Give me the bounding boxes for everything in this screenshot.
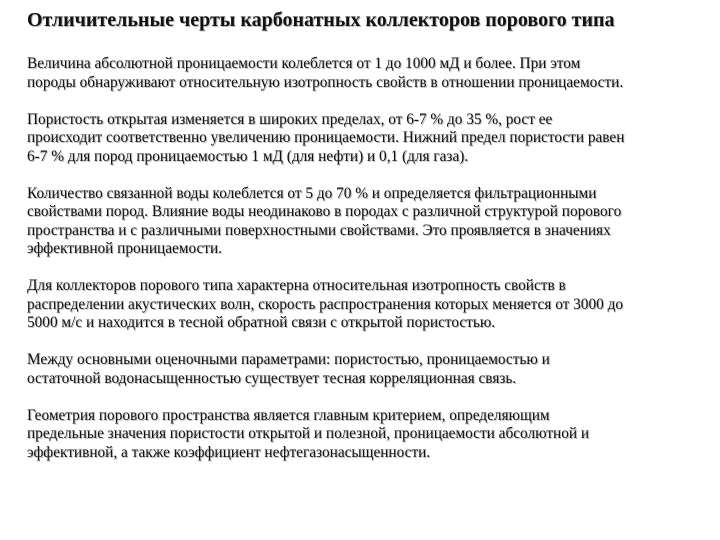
slide-title: Отличительные черты карбонатных коллекторов порового типа — [27, 9, 615, 31]
text-line: распределении акустических волн, скорость распространения которых меняется от 3000 до — [27, 295, 624, 313]
paragraph-porosity — [27, 111, 707, 167]
text-line: остаточной водонасыщенностью существует тесная корреляционная связь. — [27, 369, 517, 387]
text-line: Геометрия порового пространства является главным критерием, определяющим — [27, 406, 550, 424]
text-line: 5000 м/с и находится в тесной обратной связи с открытой пористостью. — [27, 314, 496, 331]
text-line: свойствами пород. Влияние воды неодинаково в породах с различной структурой порового — [27, 203, 622, 220]
text-line: Количество связанной воды колеблется от 5 до 70 % и определяется фильтрационными — [27, 184, 597, 202]
text-line: Пористость открытая изменяется в широких пределах, от 6-7 % до 35 %, рост ее — [27, 110, 553, 128]
text-line: 6-7 % для пород проницаемостью 1 мД (для нефти) и 0,1 (для газа). — [27, 147, 469, 165]
text-line: эффективной, а также коэффициент нефтегазонасыщенности. — [27, 443, 431, 461]
paragraph-correlation — [27, 351, 707, 388]
paragraph-pore-geometry — [27, 407, 707, 463]
text-line: Для коллекторов порового типа характерна относительная изотропность свойств в — [27, 277, 566, 294]
paragraph-bound-water — [27, 185, 707, 259]
text-line: пространства и с различными поверхностными свойствами. Это проявляется в значениях — [27, 221, 611, 239]
text-line: эффективной проницаемости. — [27, 240, 222, 257]
text-line: Между основными оценочными параметрами: пористостью, проницаемостью и — [27, 351, 550, 368]
paragraph-permeability — [27, 55, 707, 92]
paragraph-acoustic — [27, 277, 707, 333]
text-line: происходит соответственно увеличению проницаемости. Нижний предел пористости равен — [27, 129, 625, 146]
text-line: Величина абсолютной проницаемости колеблется от 1 до 1000 мД и более. При этом — [27, 55, 581, 72]
slide-body — [27, 55, 707, 481]
text-line: предельные значения пористости открытой и полезной, проницаемости абсолютной и — [27, 425, 590, 442]
text-line: породы обнаруживают относительную изотропность свойств в отношении проницаемости. — [27, 73, 624, 91]
